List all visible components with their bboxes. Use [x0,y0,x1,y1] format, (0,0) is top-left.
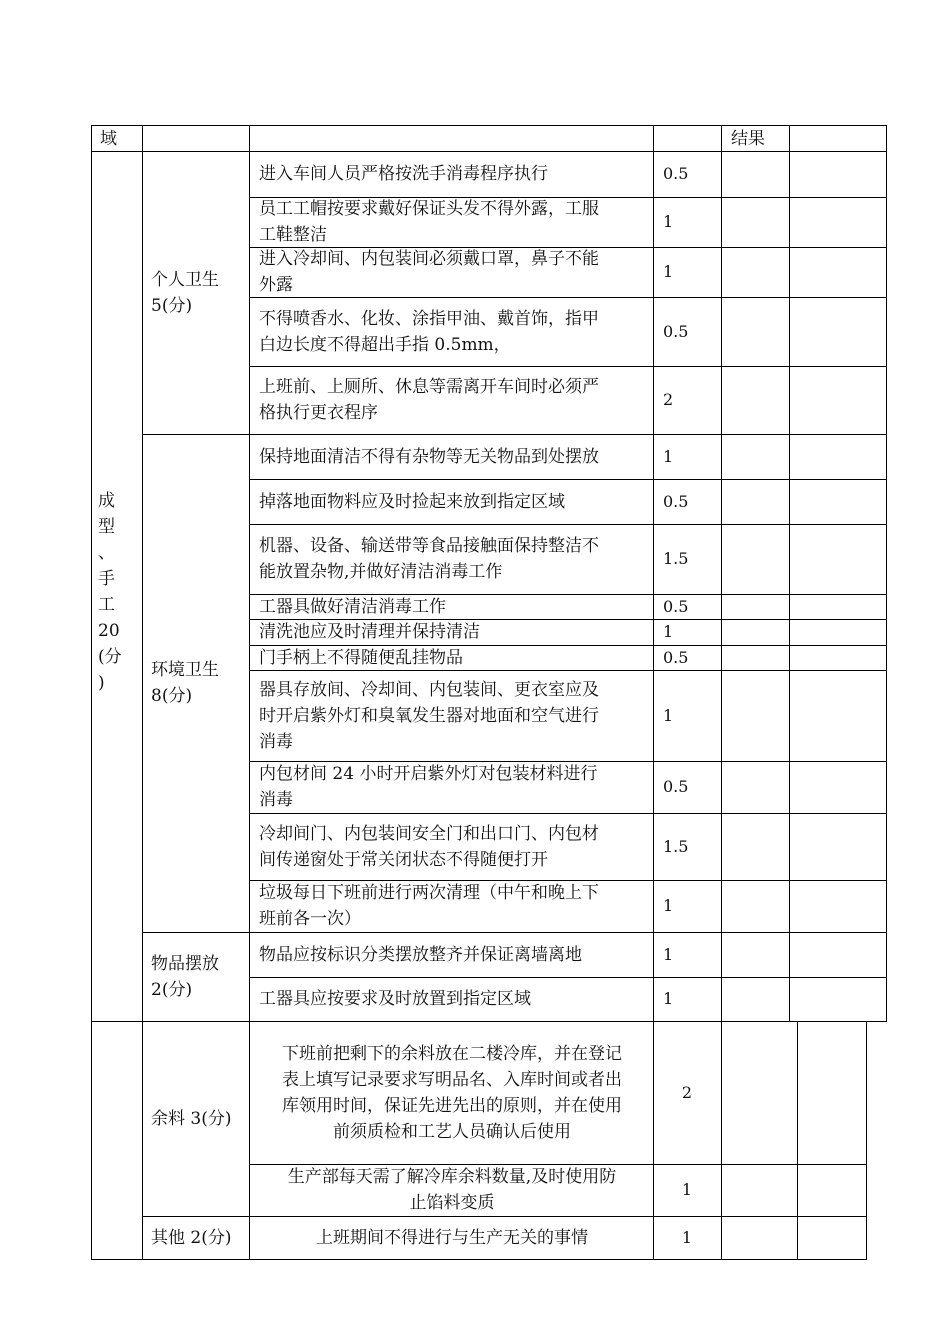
grid-line [249,813,887,814]
grid-line [249,297,887,298]
grid-line [653,125,654,151]
score-value: 1 [663,989,674,1008]
grid-line [721,125,722,151]
group-label: 5(分) [151,295,193,316]
score-value: 1 [663,944,674,964]
group-label: 2(分) [151,979,193,1000]
grid-line [142,1021,143,1259]
grid-line [91,1259,867,1260]
score-value: 1 [681,1227,693,1247]
domain-label: 型 [98,517,115,537]
criterion-text: 下班前把剩下的余料放在二楼冷库，并在登记 [282,1043,622,1064]
criterion-text: 生产部每天需了解冷库余料数量,及时使用防 [287,1167,617,1187]
grid-line [249,479,887,480]
grid-line [142,151,143,1021]
criterion-text: 上班期间不得进行与生产无关的事情 [316,1227,588,1248]
grid-line [91,1021,92,1259]
grid-line [142,1216,867,1217]
grid-line [721,151,722,1021]
criterion-text: 白边长度不得超出手指 0.5mm， [259,334,511,355]
grid-line [721,1021,722,1259]
criterion-text: 门手柄上不得随便乱挂物品 [259,647,463,668]
criterion-text: 能放置杂物,并做好清洁消毒工作 [259,562,503,582]
group-label: 其他 2(分) [151,1227,232,1248]
domain-label: 、 [98,543,115,563]
grid-line [142,125,143,151]
criterion-text: 内包材间 24 小时开启紫外灯对包装材料进行 [259,764,598,784]
criterion-text: 工器具做好清洁消毒工作 [259,596,446,617]
criterion-text: 进入冷却间、内包装间必须戴口罩，鼻子不能 [259,249,599,269]
score-value: 0.5 [663,596,689,616]
score-value: 2 [681,1082,693,1102]
grid-line [886,125,887,151]
grid-line [249,1021,250,1259]
grid-line [789,125,790,151]
score-value: 1 [663,896,674,915]
score-value: 2 [663,390,674,409]
criterion-text: 进入车间人员严格按洗手消毒程序执行 [259,164,548,184]
grid-line [653,1021,654,1259]
criterion-text: 物品应按标识分类摆放整齐并保证离墙离地 [259,944,582,965]
criterion-text: 外露 [259,275,293,295]
group-label: 8(分) [151,686,193,706]
criterion-text: 消毒 [259,790,293,810]
criterion-text: 时开启紫外灯和臭氧发生器对地面和空气进行 [259,705,599,726]
criterion-text: 止馅料变质 [409,1193,495,1213]
grid-line [91,1021,887,1022]
score-value: 1 [663,705,674,725]
score-value: 0.5 [663,491,689,511]
grid-line [653,151,654,1021]
criterion-text: 不得喷香水、化妆、涂指甲油、戴首饰，指甲 [259,308,599,329]
domain-label: (分 [98,647,122,667]
grid-line [91,125,92,151]
grid-line [91,125,887,126]
grid-line [249,125,250,151]
score-value: 0.5 [663,164,689,183]
domain-label: 20 [98,621,120,641]
group-label: 物品摆放 [151,953,219,974]
domain-label: 工 [98,595,115,615]
domain-label: ) [98,673,105,693]
criterion-text: 冷却间门、内包装间安全门和出口门、内包材 [259,823,599,844]
score-value: 0.5 [663,647,689,667]
criterion-text: 工器具应按要求及时放置到指定区域 [259,989,531,1009]
score-value: 1.5 [663,549,689,568]
domain-label: 手 [98,569,115,589]
score-value: 1.5 [663,836,689,856]
grid-line [91,151,92,1021]
criterion-text: 库领用时间，保证先进先出的原则，并在使用 [282,1095,622,1116]
header-result-label: 结果 [731,129,765,149]
grid-line [249,670,887,671]
grid-line [797,1021,798,1259]
criterion-text: 班前各一次） [259,909,361,929]
grid-line [249,524,887,525]
score-value: 1 [663,212,674,231]
criterion-text: 工鞋整洁 [259,225,327,245]
score-value: 1 [663,622,674,641]
criterion-text: 掉落地面物料应及时捡起来放到指定区域 [259,491,565,512]
grid-line [91,151,887,152]
criterion-text: 间传递窗处于常关闭状态不得随便打开 [259,849,548,870]
score-value: 1 [663,446,674,466]
criterion-text: 垃圾每日下班前进行两次清理（中午和晚上下 [259,883,599,903]
grid-line [249,977,887,978]
criterion-text: 员工工帽按要求戴好保证头发不得外露，工服 [259,199,599,219]
grid-line [142,434,887,435]
group-label: 环境卫生 [151,660,219,680]
group-label: 个人卫生 [151,269,219,290]
grid-line [866,1021,867,1259]
criterion-text: 保持地面清洁不得有杂物等无关物品到处摆放 [259,446,599,467]
domain-label: 成 [98,491,115,511]
criterion-text: 清洗池应及时清理并保持清洁 [259,622,480,642]
criterion-text: 表上填写记录要求写明品名、入库时间或者出 [282,1069,622,1090]
criterion-text: 消毒 [259,731,293,752]
grid-line [249,366,887,367]
criterion-text: 前须质检和工艺人员确认后使用 [333,1121,571,1142]
criterion-text: 器具存放间、冷却间、内包装间、更衣室应及 [259,679,599,700]
group-label: 余料 3(分) [151,1108,232,1129]
grid-line [886,151,887,1021]
header-domain-label: 域 [100,129,117,149]
score-value: 0.5 [663,777,689,796]
score-value: 1 [663,262,674,281]
criterion-text: 机器、设备、输送带等食品接触面保持整洁不 [259,536,599,556]
criterion-text: 格执行更衣程序 [259,403,378,423]
score-value: 0.5 [663,321,689,341]
grid-line [249,151,250,1021]
criterion-text: 上班前、上厕所、休息等需离开车间时必须严 [259,377,599,397]
score-value: 1 [681,1180,693,1199]
grid-line [142,932,887,933]
grid-line [789,151,790,1021]
